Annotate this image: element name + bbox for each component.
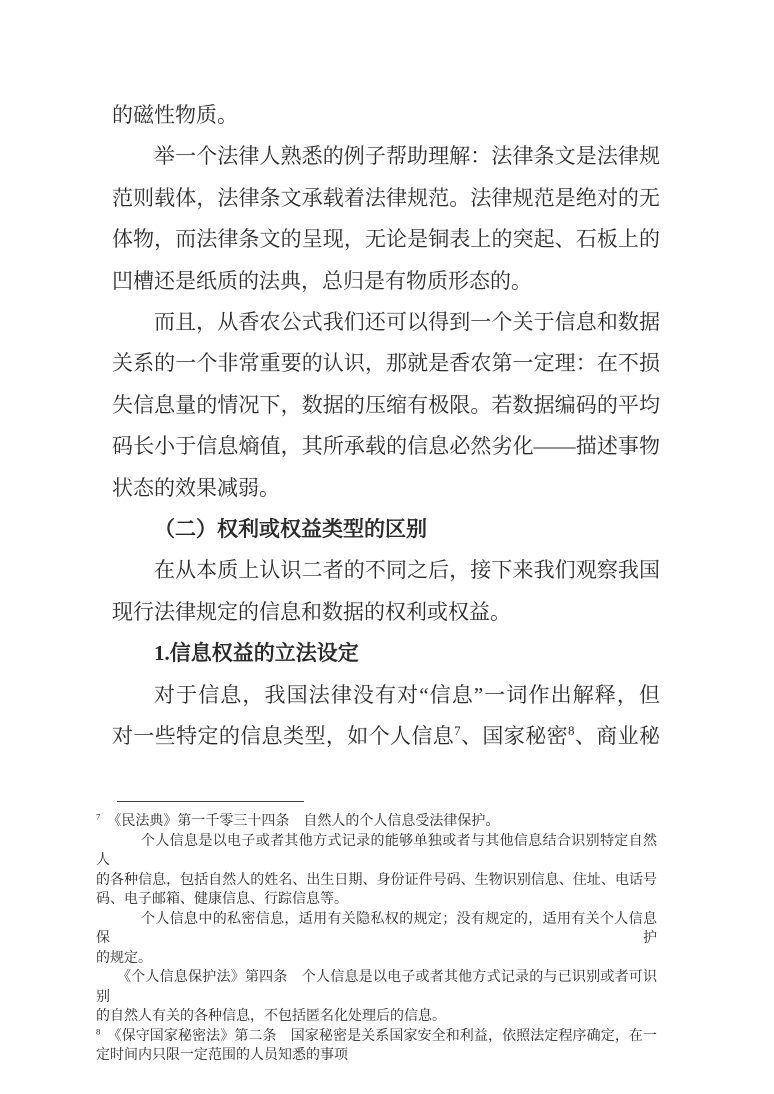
text-line: 在从本质上认识二者的不同之后，接下来我们观察我国 (154, 558, 660, 583)
footnote-marker: 7 (96, 811, 101, 822)
footnote-line: 的规定。 (96, 950, 152, 966)
text-line: 举一个法律人熟悉的例子帮助理解：法律条文是法律规 (154, 144, 660, 169)
footnote-line: 《个人信息保护法》第四条 个人信息是以电子或者其他方式记录的与已识别或者可识别 (96, 970, 657, 1005)
footnote-line: 码、电子邮箱、健康信息、行踪信息等。 (96, 892, 348, 907)
footnote-line: $^7$ 《民法典》第一千零三十四条 自然人的个人信息受法律保护。 (96, 811, 500, 829)
footnote-line: 的各种信息，包括自然人的姓名、出生日期、身份证件号码、生物识别信息、住址、电话号 (96, 872, 657, 888)
footnotes-container (96, 812, 657, 1066)
heading-line: （二）权利或权益类型的区别 (154, 517, 427, 542)
text-line: 的磁性物质。 (112, 103, 238, 127)
text-line: 凹槽还是纸质的法典，总归是有物质形态的。 (112, 268, 532, 293)
footnote-line: 定时间内只限一定范围的人员知悉的事项 (96, 1048, 348, 1063)
text-line: 对于信息，我国法律没有对“信息”一词作出解释，但 (154, 682, 660, 707)
text-line: 关系的一个非常重要的认识，那就是香农第一定理：在不损 (112, 351, 660, 376)
text-line: 状态的效果减弱。 (112, 475, 280, 500)
text-line: 范则载体，法律条文承载着法律规范。法律规范是绝对的无 (112, 185, 660, 210)
footnote-line: 个人信息是以电子或者其他方式记录的能够单独或者与其他信息结合识别特定自然人 (96, 833, 657, 868)
heading-line: 1.信息权益的立法设定 (154, 641, 359, 666)
text-line: 而且，从香农公式我们还可以得到一个关于信息和数据 (154, 310, 660, 335)
footnote-line: $^8$ 《保守国家秘密法》第二条 国家秘密是关系国家安全和利益，依照法定程序确定，在一 (96, 1025, 657, 1044)
text-line: 对一些特定的信息类型，如个人信息$^7$、国家秘密$^8$、商业秘 (112, 723, 661, 749)
footnote-ref: 7 (454, 723, 461, 739)
text-line: 码长小于信息熵值，其所承载的信息必然劣化——描述事物 (112, 434, 660, 459)
text-line: 现行法律规定的信息和数据的权利或权益。 (112, 599, 511, 624)
footnote-divider (117, 801, 304, 802)
text-line: 失信息量的情况下，数据的压缩有极限。若数据编码的平均 (112, 392, 660, 417)
text-line: 体物，而法律条文的呈现，无论是铜表上的突起、石板上的 (112, 227, 660, 252)
footnote-line: 个人信息中的私密信息，适用有关隐私权的规定；没有规定的，适用有关个人信息保护 (96, 911, 657, 946)
footnote-line: 的自然人有关的各种信息，不包括匿名化处理后的信息。 (96, 1009, 446, 1024)
footnote-marker: 8 (96, 1025, 101, 1036)
footnote-ref: 8 (567, 723, 575, 739)
body-text-container (112, 95, 660, 758)
